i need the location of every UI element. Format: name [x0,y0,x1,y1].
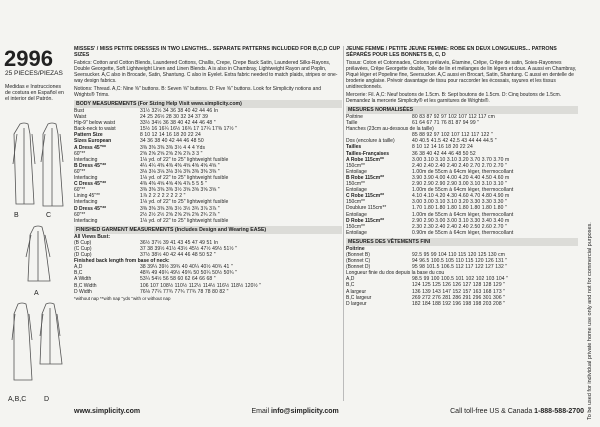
row-label: Poitrine [346,114,363,120]
row-label: A largeur [346,288,367,295]
row-values: 2⅝ 2⅝ 2⅝ 2⅝ 2⅝ 2⅞ 3 3 " [140,150,203,157]
row-values: 3.00 3.10 3.10 3.10 3.20 3.70 3.70 3.70 m [412,156,510,163]
row-values: 76⅛ 77¼ 77¾ 77¾ 77¾ 78 78 80 82 " [140,288,229,295]
row-label: Lining 45"** [74,193,100,200]
table-row [74,218,342,224]
row-label: A,D [74,264,83,271]
tissus-text: Tissus: Coton et Cotonnades, Cotons prélavés, Étamine, Crêpe, Crêpe de satin, Soies-Rayonnes prélavées, Crêpe Georgette double, Toile de lin et mélanges de lin légers et doux. A aussi en Chambray, Piqué léger et Popeline fine, Seersucker. A,C aussi en Brocart, Satin, Shantung. C aussi en dentelle de broderie anglaise. Prévoir davantage de tissu pour raccorder les écossais, rayures et les tissus unidirectionnels. [346,60,577,90]
row-label: Tailles-Françaises [346,150,389,157]
table-row [74,289,342,295]
row-label: B Robe 115cm** [346,174,385,181]
row-label: (D Cup) [74,252,92,259]
row-values: 33½ 34½ 36 38 40 42 44 46 48 " [140,120,216,127]
row-values: 3⅛ 3⅛ 3⅛ 3⅛ 3⅛ 3⅜ 3⅜ 3⅜ 3⅜ " [140,168,220,175]
body-measurements-title: BODY MEASUREMENTS (For Sizing Help Visit www.simplicity.com) [74,100,342,108]
row-label: (C Cup) [74,245,92,252]
row-values: 95 98 101.5 106.5 112 117 122 127 132 " [412,264,508,271]
row-label: Longueur finie du dos depuis la base du cou [346,270,445,277]
row-values: 1⅛ yd. of 22" to 25" lightweight fusible [140,156,229,163]
row-label: Bust [74,108,85,114]
row-label: Poitrine [346,245,365,252]
row-values: 4.10 4.10 4.20 4.30 4.60 4.70 4.80 4.90 m [412,193,510,200]
row-label: Taille [346,120,358,127]
french-column [346,46,578,307]
row-values: 34 36 38 40 42 44 46 48 50 [140,138,204,145]
row-values: 98.5 99 100 100.5 101 102 102 103 104 " [412,276,509,283]
row-label: D Width [74,288,92,295]
row-values: 2.40 2.40 2.40 2.40 2.40 2.70 2.70 2.70 " [412,162,507,169]
body-measurements-table [74,108,342,224]
fini-table [346,246,578,307]
email-line [252,408,339,415]
row-label: (B Cup) [74,239,92,246]
row-label: D Dress 45"** [74,205,107,212]
row-label: D Robe 115cm** [346,217,385,224]
pattern-number: 2996 [4,46,53,71]
row-values: 3⅜ 3⅜ 3⅜ 3⅜ 3½ 3⅝ 3⅝ 3⅝ 3⅝ " [140,187,220,194]
row-label: B,C [346,282,355,289]
spanish-note: Medidas e Instrucciones de costura en Español en el interior del Patrón. [5,84,64,103]
view-label-a: A [34,290,39,297]
row-label: A Dress 45"** [74,144,106,151]
email: info@simplicity.com [270,408,339,415]
row-values: 1⅛ yd. of 22" to 25" lightweight fusible [140,199,229,206]
row-label: B Dress 45"** [74,162,107,169]
row-values: 40 40.5 41.5 42 42.5 43 44 44 44.5 " [412,138,497,145]
row-values: 3.90 3.90 4.00 4.00 4.20 4.40 4.50 4.60 m [412,174,510,181]
row-label: Hanches (23cm au-dessous de la taille) [346,126,434,133]
view-label-b: B [14,212,19,219]
row-label: 150cm** [346,199,365,206]
table-row [346,230,578,236]
row-values: 94 96.5 100.5 105 110 115 120 126 131 " [412,258,508,265]
row-values: 2.90 2.90 3.00 3.00 3.10 3.30 3.40 3.40 m [412,217,510,224]
side-note: To be used for individual private home use only and not for commercial purposes. [587,222,593,420]
view-label-d: D [44,396,50,403]
row-label: Dos (encolure à taille) [346,138,395,145]
row-label: Pattern Size [74,132,103,139]
row-label: All Views Bust: [74,233,111,240]
row-values: 1.70 1.80 1.80 1.80 1.80 1.80 1.80 1.80 " [412,205,507,212]
row-label: C Robe 115cm** [346,193,385,200]
row-label: 60"** [74,168,86,175]
row-values: 136 139 143 147 152 157 163 168 173 " [412,288,506,295]
row-values: 37½ 38½ 40 42 44 46 48 50 52 " [140,252,216,259]
row-values: 182 184 188 192 196 198 198 203 208 " [412,300,506,307]
row-values: 85 88 92 97 102 107 112 117 122 " [412,132,493,139]
row-values: 8 10 12 14 16 18 20 22 24 [412,144,473,151]
row-values: 1.00m de 55cm à 64cm léger, thermocollant [412,187,514,194]
row-values: 36 38 40 42 44 46 48 50 52 [412,150,476,157]
row-label: Doublure 115cm** [346,205,387,212]
row-label: 150cm** [346,181,365,188]
mesures-title: MESURES NORMALISÉES [346,106,578,114]
mercerie-text: Mercerie: Fil. A,C: Neuf boutons de 1.5cm. B: Sept boutons de 1.5cm. D: Cinq boutons de 1.5cm. Demandez la mercerie Simplicity® et les garnitures de Wrights®. [346,92,562,104]
website: www.simplicity.com [74,408,141,415]
finished-measurements-table [74,234,342,295]
row-values: 1⅛ yd. of 22" to 25" lightweight fusible [140,175,229,182]
row-values: 2.30 2.30 2.40 2.40 2.40 2.50 2.60 2.70 " [412,223,507,230]
mesures-table [346,114,578,236]
fabrics-text: Fabrics: Cotton and Cotton Blends, Laundered Cottons, Challis, Crepe, Crepe Back Satin, Laundered Silks-Rayons, Double Georgette, Soft Lightweight Linen and Linen Blends. A is also in Chambray, Lightweight Rayon and Poplin, Seersucker. A,C also in Brocade, Satin, Shantung. C also in Eyelet. Extra fabric needed to match plaids, stripes or one-way design fabrics. [74,60,338,84]
row-label: B,C [74,270,83,277]
row-values: 48¾ 49 49¼ 49½ 49¾ 50 50¼ 50½ 50¾ " [140,270,238,277]
phone-line [450,408,584,415]
row-values: 0.90m de 55cm à 64cm léger, thermocollant [412,229,514,236]
fini-title: MESURES DES VÊTEMENTS FINI [346,238,578,246]
row-label: A,D [346,276,355,283]
row-label: A Robe 115cm** [346,156,384,163]
email-label: Email [251,408,270,415]
row-label: (Bonnet B) [346,251,370,258]
row-label: C Dress 45"** [74,181,107,188]
english-column [74,46,342,302]
row-label: D largeur [346,300,367,307]
row-values: 15½ 16 16¼ 16½ 16¾ 17 17¼ 17⅜ 17½ " [140,126,238,133]
row-values: 3⅜ 3⅜ 3⅜ 3⅜ 3½ 4 4 4 Yds [140,144,206,151]
row-label: Interfacing [74,217,98,224]
row-label: Sizes European [74,138,112,145]
row-values: 1⅛ yd. of 22" to 25" lightweight fusible [140,217,229,224]
view-label-abc: A,B,C [8,396,27,403]
row-values: 8 10 12 14 16 18 20 22 24 [140,132,201,139]
call-text: Call toll-free US & Canada [450,408,533,415]
row-label: 150cm** [346,223,365,230]
row-label: (Bonnet D) [346,264,371,271]
view-label-c: C [46,212,52,219]
row-values: 53¼ 54½ 56 58 60 62 64 66 68 " [140,276,216,283]
row-label: Waist [74,114,87,121]
row-values: 1.00m de 55cm à 64cm léger, thermocollant [412,168,514,175]
row-values: 269 272 276 281 286 291 296 301 306 " [412,294,506,301]
phone: 1-888-588-2700 [534,408,584,415]
row-values: 31½ 32½ 34 36 38 40 42 44 46 In [140,108,219,114]
row-label: Entoilage [346,229,367,236]
row-values: 2½ 2½ 2½ 2⅝ 2⅝ 2⅝ 2⅝ 2¾ 2⅞ " [140,211,220,218]
row-label: Tailles [346,144,362,151]
french-title: JEUNE FEMME / PETITE JEUNE FEMME: ROBE EN DEUX LONGUEURS... PATRONS SÉPARÉS POUR LES BONNETS B, C, D [346,46,557,58]
row-values: 92.5 95 99 104 110 115 120 125 130 cm [412,251,506,258]
row-label: A Width [74,276,92,283]
row-label: 60"** [74,150,86,157]
row-values: 106 107 108½ 110½ 112½ 114½ 116½ 118½ 120½ " [140,282,262,289]
sketch-views-abc-d [6,300,68,392]
footer [74,408,584,415]
row-label: 60"** [74,187,86,194]
row-values: 3.00 3.00 3.10 3.10 3.20 3.30 3.30 3.30 " [412,199,507,206]
row-values: 37 38 39½ 41½ 43½ 45½ 47½ 49½ 51½ " [140,245,238,252]
piece-count: 25 PIECES/PIEZAS [5,70,63,77]
row-values: 124 125 125 126 126 127 128 128 129 " [412,282,506,289]
row-values: 1⅞ 2 2 2 2 2 2 2 2 " [140,193,186,200]
row-values: 38 39¼ 39½ 39¾ 40 40¼ 40½ 40¾ 41 " [140,264,233,271]
notions-text: Notions: Thread. A,C: Nine ⅝" buttons. B: Seven ⅝" buttons. D: Five ⅝" buttons. Look for Simplicity notions and Wrights® Trims. [74,86,322,98]
row-label: Entoilage [346,168,367,175]
row-label: Entoilage [346,187,367,194]
sketch-view-a [20,225,60,285]
row-label: (Bonnet C) [346,258,371,265]
row-label: Interfacing [74,199,98,206]
row-values: 80 83 87 92 97 102 107 112 117 cm [412,114,495,120]
row-values: 4⅜ 4⅜ 4⅝ 4⅝ 4⅝ 4⅞ 5 5 5 " [140,181,207,188]
table-row [346,301,578,307]
row-label: 60"** [74,211,86,218]
row-label: Entoilage [346,211,367,218]
finished-measurements-title: FINISHED GARMENT MEASUREMENTS (Includes Design and Wearing EASE) [74,226,342,234]
sketch-views-b-c [4,120,70,212]
row-values: 2.90 2.90 2.90 2.90 3.00 3.10 3.10 3.10 " [412,181,507,188]
row-values: 1.00m de 55cm à 64cm léger, thermocollant [412,211,514,218]
column-divider [343,46,344,401]
english-title: MISSES' / MISS PETITE DRESSES IN TWO LENGTHS... SEPARATE PATTERNS INCLUDED FOR B,C,D CUP SIZES [74,46,340,58]
row-label: Finished back length from base of neck: [74,258,170,265]
row-values: 4¼ 4¼ 4⅜ 4⅜ 4⅜ 4⅝ 4⅝ 4⅝ 4⅝ " [140,162,220,169]
row-label: 150cm** [346,162,365,169]
row-label: B,C Width [74,282,97,289]
footnote: *without nap **with nap "yds "with or without nap [74,295,171,301]
row-values: 61 64 67 71 76 81 87 94 99 " [412,120,480,127]
row-label: Back-neck to waist [74,126,116,133]
row-label: Interfacing [74,156,98,163]
row-label: Hip-9" below waist [74,120,115,127]
row-values: 24 25 26½ 28 30 32 34 37 39 [140,114,209,121]
row-values: 36½ 37½ 39 41 43 45 47 49 51 In [140,239,219,246]
row-label: B,C largeur [346,294,372,301]
row-label: Interfacing [74,175,98,182]
row-values: 3⅜ 3⅜ 3⅜ 3⅜ 3½ 3½ 3¾ 3⅞ 3⅞ " [140,205,220,212]
